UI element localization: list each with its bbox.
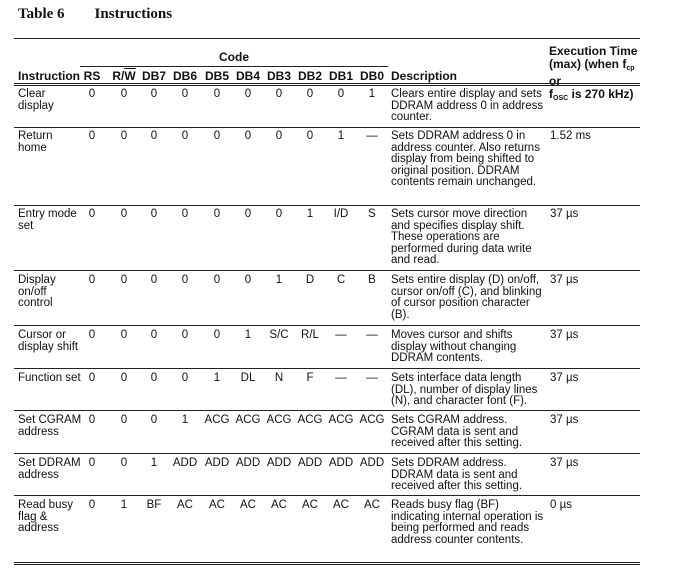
row-description: Sets DDRAM address 0 in address counter. Also returns display from being shifted to original position. DDRAM contents remain unchanged. (391, 130, 540, 188)
row-code-rs: 0 (88, 457, 96, 469)
row-divider (14, 325, 640, 326)
row-code-rs: 0 (88, 372, 96, 384)
row-description: Clears entire display and sets DDRAM address 0 in address counter. (391, 88, 544, 123)
row-code-db4: 0 (244, 208, 252, 220)
exec-header-line2a: (max) (when f (549, 56, 627, 71)
header-rule (14, 83, 640, 86)
row-description: Sets CGRAM address. CGRAM data is sent and received after this setting. (391, 414, 523, 449)
row-code-db3: 0 (275, 208, 283, 220)
row-code-db2: 0 (306, 130, 314, 142)
exec-header-sub2: OSC (553, 94, 569, 102)
row-exec-time: 0 µs (550, 499, 572, 511)
code-header-db6: DB6 (172, 69, 197, 83)
row-code-db1: I/D (333, 208, 349, 220)
row-exec-time: 1.52 ms (550, 130, 591, 142)
code-header-db1: DB1 (328, 69, 353, 83)
row-code-db5: 0 (213, 329, 221, 341)
row-code-db4: 0 (244, 274, 252, 286)
row-code-db4: AC (240, 499, 256, 511)
row-code-db1: ADD (328, 457, 354, 469)
row-code-db7: BF (146, 499, 162, 511)
exec-header-line3a: f (549, 86, 553, 101)
row-code-db6: 0 (181, 372, 189, 384)
row-code-db7: 0 (150, 208, 158, 220)
row-code-db4: DL (240, 372, 256, 384)
row-description: Reads busy flag (BF) indicating internal operation is being performed and reads address counter contents. (391, 499, 544, 546)
row-code-db1: — (335, 329, 347, 341)
code-group-header: Code (219, 50, 249, 64)
row-code-db5: ADD (204, 457, 230, 469)
code-header-db0: DB0 (359, 69, 384, 83)
exec-header-line2b: or (549, 74, 561, 88)
row-divider (14, 127, 640, 128)
code-header-rs: RS (83, 69, 101, 83)
row-code-r-w: 0 (120, 130, 128, 142)
row-instruction: Display on/off control (18, 274, 56, 309)
row-code-db0: AC (364, 499, 380, 511)
exec-header-sub1: cp (626, 64, 635, 72)
row-code-db2: D (305, 274, 315, 286)
row-code-r-w: 0 (120, 208, 128, 220)
row-code-db5: 0 (213, 274, 221, 286)
code-header-db2: DB2 (297, 69, 322, 83)
row-code-db7: 0 (150, 329, 158, 341)
row-code-db7: 1 (150, 457, 158, 469)
row-code-db3: ACG (266, 414, 292, 426)
row-code-db3: 0 (275, 130, 283, 142)
row-code-db6: ADD (172, 457, 198, 469)
code-header-r-w (108, 70, 140, 82)
row-code-db5: 0 (213, 88, 221, 100)
row-description: Sets cursor move direction and specifies display shift. These operations are performed during data write and read. (391, 208, 532, 266)
row-code-db3: N (274, 372, 284, 384)
row-code-rs: 0 (88, 499, 96, 511)
row-code-db7: 0 (150, 274, 158, 286)
row-divider (14, 495, 640, 496)
row-code-db6: 0 (181, 274, 189, 286)
row-code-db5: 1 (213, 372, 221, 384)
exec-time-header (549, 45, 649, 105)
row-code-db6: 0 (181, 208, 189, 220)
row-code-db5: AC (209, 499, 225, 511)
row-description: Moves cursor and shifts display without changing DDRAM contents. (391, 329, 517, 364)
row-code-db2: ACG (297, 414, 323, 426)
exec-header-line3b: is 270 kHz) (568, 86, 634, 101)
row-code-db4: 0 (244, 88, 252, 100)
row-instruction: Return home (18, 130, 53, 154)
code-header-w-overline: $\overline{W}$ (124, 69, 136, 83)
row-code-db0: 1 (368, 88, 376, 100)
row-code-db0: ACG (359, 414, 385, 426)
row-code-db2: F (306, 372, 314, 384)
row-code-r-w: 0 (120, 372, 128, 384)
row-code-db1: — (335, 372, 347, 384)
row-exec-time: 37 µs (550, 457, 579, 469)
table-caption (18, 6, 172, 23)
row-code-r-w: 0 (120, 274, 128, 286)
row-code-rs: 0 (88, 414, 96, 426)
exec-header-line1: Execution Time (549, 44, 638, 58)
row-code-r-w: 0 (120, 414, 128, 426)
row-code-db0: B (368, 274, 376, 286)
row-description: Sets entire display (D) on/off, cursor on/off (C), and blinking of cursor position character (B). (391, 274, 542, 321)
row-divider (14, 410, 640, 411)
row-code-db7: 0 (150, 414, 158, 426)
row-divider (14, 453, 640, 454)
row-code-db7: 0 (150, 88, 158, 100)
row-exec-time: 37 µs (550, 274, 579, 286)
row-code-db6: AC (177, 499, 193, 511)
row-code-db1: 0 (337, 88, 345, 100)
row-code-db0: — (366, 329, 378, 341)
code-header-db4: DB4 (235, 69, 260, 83)
row-code-db0: — (366, 130, 378, 142)
row-code-db1: C (336, 274, 346, 286)
row-code-db6: 0 (181, 88, 189, 100)
row-exec-time: 37 µs (550, 414, 579, 426)
row-code-rs: 0 (88, 329, 96, 341)
row-code-db7: 0 (150, 130, 158, 142)
row-instruction: Entry mode set (18, 208, 77, 232)
row-code-db7: 0 (150, 372, 158, 384)
row-exec-time: 37 µs (550, 372, 579, 384)
row-code-db4: 0 (244, 130, 252, 142)
table-title: Instructions (94, 6, 173, 22)
row-instruction: Set DDRAM address (18, 457, 81, 481)
row-instruction: Clear display (18, 88, 54, 112)
row-code-rs: 0 (88, 88, 96, 100)
code-group-underline (80, 66, 388, 67)
row-divider (14, 270, 640, 271)
row-code-db4: 1 (244, 329, 252, 341)
row-code-db0: S (368, 208, 376, 220)
row-description: Sets interface data length (DL), number of display lines (N), and character font (F). (391, 372, 538, 407)
row-instruction: Function set (18, 372, 81, 384)
row-divider (14, 368, 640, 369)
row-code-rs: 0 (88, 274, 96, 286)
row-code-db4: ACG (235, 414, 261, 426)
row-code-db5: 0 (213, 208, 221, 220)
row-instruction: Cursor or display shift (18, 329, 79, 353)
row-code-db0: ADD (359, 457, 385, 469)
row-code-db6: 0 (181, 329, 189, 341)
row-code-db3: ADD (266, 457, 292, 469)
row-code-db6: 1 (181, 414, 189, 426)
row-instruction: Read busy flag & address (18, 499, 73, 534)
row-code-db3: 0 (275, 88, 283, 100)
row-code-db1: 1 (337, 130, 345, 142)
description-header: Description (391, 69, 458, 83)
code-header-db5: DB5 (204, 69, 229, 83)
row-code-db3: AC (271, 499, 287, 511)
row-code-rs: 0 (88, 208, 96, 220)
code-header-r: R/ (112, 69, 125, 83)
row-code-db2: 1 (306, 208, 314, 220)
row-code-db1: AC (333, 499, 349, 511)
code-header-db7: DB7 (141, 69, 166, 83)
row-divider (14, 205, 640, 206)
row-code-rs: 0 (88, 130, 96, 142)
bottom-rule (14, 562, 640, 565)
top-rule (14, 38, 640, 39)
code-header-db3: DB3 (266, 69, 291, 83)
exec-header-line3 (549, 88, 649, 106)
row-instruction: Set CGRAM address (18, 414, 82, 438)
row-exec-time: 37 µs (550, 329, 579, 341)
row-code-r-w: 0 (120, 457, 128, 469)
row-code-db5: ACG (204, 414, 230, 426)
row-code-r-w: 1 (120, 499, 128, 511)
row-code-db4: ADD (235, 457, 261, 469)
row-code-db2: R/L (301, 329, 319, 341)
row-code-db3: 1 (275, 274, 283, 286)
row-code-r-w: 0 (120, 88, 128, 100)
row-code-r-w: 0 (120, 329, 128, 341)
row-exec-time: 37 µs (550, 208, 579, 220)
instruction-header: Instruction (18, 69, 80, 83)
row-code-db1: ACG (328, 414, 354, 426)
row-code-db3: S/C (269, 329, 289, 341)
row-code-db2: 0 (306, 88, 314, 100)
row-code-db6: 0 (181, 130, 189, 142)
row-description: Sets DDRAM address. DDRAM data is sent and received after this setting. (391, 457, 523, 492)
row-code-db2: ADD (297, 457, 323, 469)
row-code-db0: — (366, 372, 378, 384)
row-code-db2: AC (302, 499, 318, 511)
table-label: Table 6 (18, 6, 65, 22)
row-code-db5: 0 (213, 130, 221, 142)
